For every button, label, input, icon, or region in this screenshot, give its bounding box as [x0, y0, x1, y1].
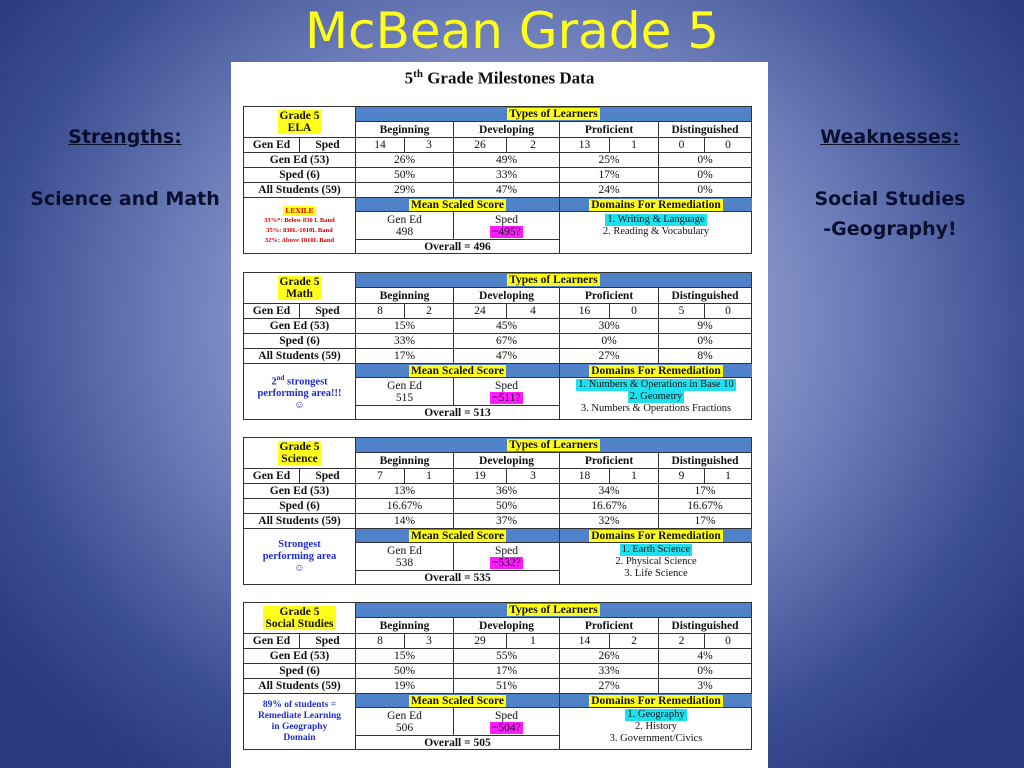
math-sped-pct: 0%	[659, 334, 752, 349]
science-gen-pct: 17%	[659, 484, 752, 499]
smiley-icon: ☺	[294, 400, 305, 412]
science-all-pct: 14%	[356, 514, 454, 529]
social-row-all: All Students (59)	[244, 679, 356, 694]
ela-row-sped: Sped (6)	[244, 168, 356, 183]
ela-row-gen-ed: Gen Ed (53)	[244, 153, 356, 168]
science-sped-label: Sped	[300, 469, 356, 484]
math-row-sped: Sped (6)	[244, 334, 356, 349]
science-count: 1	[610, 469, 659, 484]
social-sped-pct: 50%	[356, 664, 454, 679]
ela-sped-pct: 17%	[560, 168, 659, 183]
ela-all-pct: 0%	[659, 183, 752, 198]
science-gen-score: Gen Ed 538	[356, 543, 454, 571]
science-col-distinguished: Distinguished	[659, 453, 752, 469]
math-count: 8	[356, 304, 405, 319]
social-note: 89% of students = Remediate Learning in Geography Domain	[244, 694, 356, 750]
social-all-pct: 3%	[659, 679, 752, 694]
science-domains-list: 1. Earth Science 2. Physical Science 3. Life Science	[615, 544, 697, 579]
social-col-beginning: Beginning	[356, 618, 454, 634]
social-all-pct: 19%	[356, 679, 454, 694]
science-row-all: All Students (59)	[244, 514, 356, 529]
ela-types-header: Types of Learners	[356, 107, 752, 122]
science-sped-pct: 16.67%	[560, 499, 659, 514]
math-count: 16	[560, 304, 610, 319]
math-panel	[243, 272, 752, 420]
social-col-distinguished: Distinguished	[659, 618, 752, 634]
science-count: 18	[560, 469, 610, 484]
science-gen-ed-label: Gen Ed	[244, 469, 300, 484]
science-all-pct: 32%	[560, 514, 659, 529]
social-sped-label: Sped	[300, 634, 356, 649]
ela-count: 0	[705, 138, 752, 153]
ela-col-beginning: Beginning	[356, 122, 454, 138]
science-sped-pct: 16.67%	[356, 499, 454, 514]
math-col-distinguished: Distinguished	[659, 288, 752, 304]
science-sped-pct: 50%	[454, 499, 560, 514]
social-gen-pct: 55%	[454, 649, 560, 664]
math-col-developing: Developing	[454, 288, 560, 304]
science-col-developing: Developing	[454, 453, 560, 469]
social-count: 0	[705, 634, 752, 649]
ela-col-distinguished: Distinguished	[659, 122, 752, 138]
math-domains-list: 1. Numbers & Operations in Base 10 2. Geometry 3. Numbers & Operations Fractions	[578, 379, 734, 414]
math-col-proficient: Proficient	[560, 288, 659, 304]
ela-gen-ed-label: Gen Ed	[244, 138, 300, 153]
social-all-pct: 27%	[560, 679, 659, 694]
smiley-icon: ☺	[294, 563, 305, 574]
social-col-developing: Developing	[454, 618, 560, 634]
science-overall: Overall = 535	[356, 571, 560, 585]
science-types-header: Types of Learners	[356, 438, 752, 453]
math-sped-pct: 67%	[454, 334, 560, 349]
social-domains-list: 1. Geography 2. History 3. Government/Civics	[609, 709, 703, 744]
ela-panel	[243, 106, 752, 254]
ela-subject-header: Grade 5 ELA	[244, 107, 356, 138]
ela-domains-header: Domains For Remediation	[560, 198, 752, 212]
ela-count: 2	[507, 138, 560, 153]
math-col-beginning: Beginning	[356, 288, 454, 304]
social-overall: Overall = 505	[356, 736, 560, 750]
math-row-all: All Students (59)	[244, 349, 356, 364]
math-count: 5	[659, 304, 705, 319]
math-note: 2nd strongest performing area!!! ☺	[244, 364, 356, 420]
social-row-gen-ed: Gen Ed (53)	[244, 649, 356, 664]
math-all-pct: 47%	[454, 349, 560, 364]
ela-domains-list: 1. Writing & Language 2. Reading & Vocabulary	[602, 214, 710, 237]
social-gen-ed-label: Gen Ed	[244, 634, 300, 649]
ela-mean-header: Mean Scaled Score	[356, 198, 560, 212]
science-subject-header: Grade 5 Science	[244, 438, 356, 469]
math-mean-header: Mean Scaled Score	[356, 364, 560, 378]
social-count: 8	[356, 634, 405, 649]
ela-gen-pct: 0%	[659, 153, 752, 168]
science-count: 19	[454, 469, 507, 484]
math-sped-pct: 33%	[356, 334, 454, 349]
social-row-sped: Sped (6)	[244, 664, 356, 679]
social-gen-pct: 26%	[560, 649, 659, 664]
math-types-header: Types of Learners	[356, 273, 752, 288]
weaknesses-heading: Weaknesses:	[820, 126, 960, 148]
social-sped-pct: 33%	[560, 664, 659, 679]
science-panel	[243, 437, 752, 585]
science-col-beginning: Beginning	[356, 453, 454, 469]
science-all-pct: 17%	[659, 514, 752, 529]
ela-sped-pct: 50%	[356, 168, 454, 183]
document-title: 5th Grade Milestones Data	[404, 68, 595, 88]
science-count: 1	[405, 469, 454, 484]
math-sped-pct: 0%	[560, 334, 659, 349]
ela-all-pct: 29%	[356, 183, 454, 198]
ela-count: 3	[405, 138, 454, 153]
ela-count: 0	[659, 138, 705, 153]
math-row-gen-ed: Gen Ed (53)	[244, 319, 356, 334]
ela-count: 13	[560, 138, 610, 153]
social-count: 3	[405, 634, 454, 649]
ela-lexile-note: LEXILE 33%*: Below 830 L Band 35%: 830L-1010L Band 32%: Above 1010L Band	[244, 198, 356, 254]
ela-all-pct: 47%	[454, 183, 560, 198]
ela-count: 1	[610, 138, 659, 153]
ela-sped-score: Sped ~495?	[454, 212, 560, 240]
social-count: 29	[454, 634, 507, 649]
ela-gen-pct: 25%	[560, 153, 659, 168]
math-count: 0	[705, 304, 752, 319]
ela-gen-pct: 49%	[454, 153, 560, 168]
social-all-pct: 51%	[454, 679, 560, 694]
science-count: 9	[659, 469, 705, 484]
social-sped-pct: 17%	[454, 664, 560, 679]
social-gen-pct: 4%	[659, 649, 752, 664]
social-domains-header: Domains For Remediation	[560, 694, 752, 708]
ela-gen-pct: 26%	[356, 153, 454, 168]
social-sped-score: Sped ~504?	[454, 708, 560, 736]
ela-col-proficient: Proficient	[560, 122, 659, 138]
weakness-line-2: -Geography!	[823, 218, 957, 240]
slide-title: McBean Grade 5	[304, 2, 720, 60]
science-col-proficient: Proficient	[560, 453, 659, 469]
math-count: 0	[610, 304, 659, 319]
ela-count: 26	[454, 138, 507, 153]
math-count: 24	[454, 304, 507, 319]
math-gen-score: Gen Ed 515	[356, 378, 454, 406]
strengths-heading: Strengths:	[68, 126, 182, 148]
social-count: 14	[560, 634, 610, 649]
math-gen-pct: 9%	[659, 319, 752, 334]
science-sped-score: Sped ~532?	[454, 543, 560, 571]
science-gen-pct: 36%	[454, 484, 560, 499]
ela-count: 14	[356, 138, 405, 153]
science-all-pct: 37%	[454, 514, 560, 529]
math-count: 4	[507, 304, 560, 319]
milestones-document	[231, 62, 768, 768]
ela-row-all: All Students (59)	[244, 183, 356, 198]
math-sped-label: Sped	[300, 304, 356, 319]
math-subject-header: Grade 5 Math	[244, 273, 356, 304]
social-mean-header: Mean Scaled Score	[356, 694, 560, 708]
math-overall: Overall = 513	[356, 406, 560, 420]
social-types-header: Types of Learners	[356, 603, 752, 618]
ela-overall: Overall = 496	[356, 240, 560, 254]
social-gen-pct: 15%	[356, 649, 454, 664]
science-count: 3	[507, 469, 560, 484]
science-mean-header: Mean Scaled Score	[356, 529, 560, 543]
weakness-line-1: Social Studies	[814, 188, 966, 210]
science-sped-pct: 16.67%	[659, 499, 752, 514]
social-col-proficient: Proficient	[560, 618, 659, 634]
math-all-pct: 8%	[659, 349, 752, 364]
social-count: 2	[659, 634, 705, 649]
ela-sped-pct: 0%	[659, 168, 752, 183]
ela-col-developing: Developing	[454, 122, 560, 138]
math-all-pct: 27%	[560, 349, 659, 364]
science-gen-pct: 13%	[356, 484, 454, 499]
science-count: 7	[356, 469, 405, 484]
math-sped-score: Sped ~511?	[454, 378, 560, 406]
science-row-sped: Sped (6)	[244, 499, 356, 514]
ela-all-pct: 24%	[560, 183, 659, 198]
science-note: Strongest performing area ☺	[244, 529, 356, 585]
math-gen-pct: 45%	[454, 319, 560, 334]
social-sped-pct: 0%	[659, 664, 752, 679]
weaknesses-text	[795, 184, 985, 244]
science-domains-header: Domains For Remediation	[560, 529, 752, 543]
math-count: 2	[405, 304, 454, 319]
social-studies-panel	[243, 602, 752, 750]
math-gen-ed-label: Gen Ed	[244, 304, 300, 319]
social-gen-score: Gen Ed 506	[356, 708, 454, 736]
ela-sped-label: Sped	[300, 138, 356, 153]
math-gen-pct: 30%	[560, 319, 659, 334]
ela-gen-score: Gen Ed 498	[356, 212, 454, 240]
math-gen-pct: 15%	[356, 319, 454, 334]
science-row-gen-ed: Gen Ed (53)	[244, 484, 356, 499]
social-count: 2	[610, 634, 659, 649]
science-gen-pct: 34%	[560, 484, 659, 499]
science-count: 1	[705, 469, 752, 484]
math-domains-header: Domains For Remediation	[560, 364, 752, 378]
social-count: 1	[507, 634, 560, 649]
strengths-text: Science and Math	[30, 188, 220, 210]
math-all-pct: 17%	[356, 349, 454, 364]
social-subject-header: Grade 5 Social Studies	[244, 603, 356, 634]
ela-sped-pct: 33%	[454, 168, 560, 183]
